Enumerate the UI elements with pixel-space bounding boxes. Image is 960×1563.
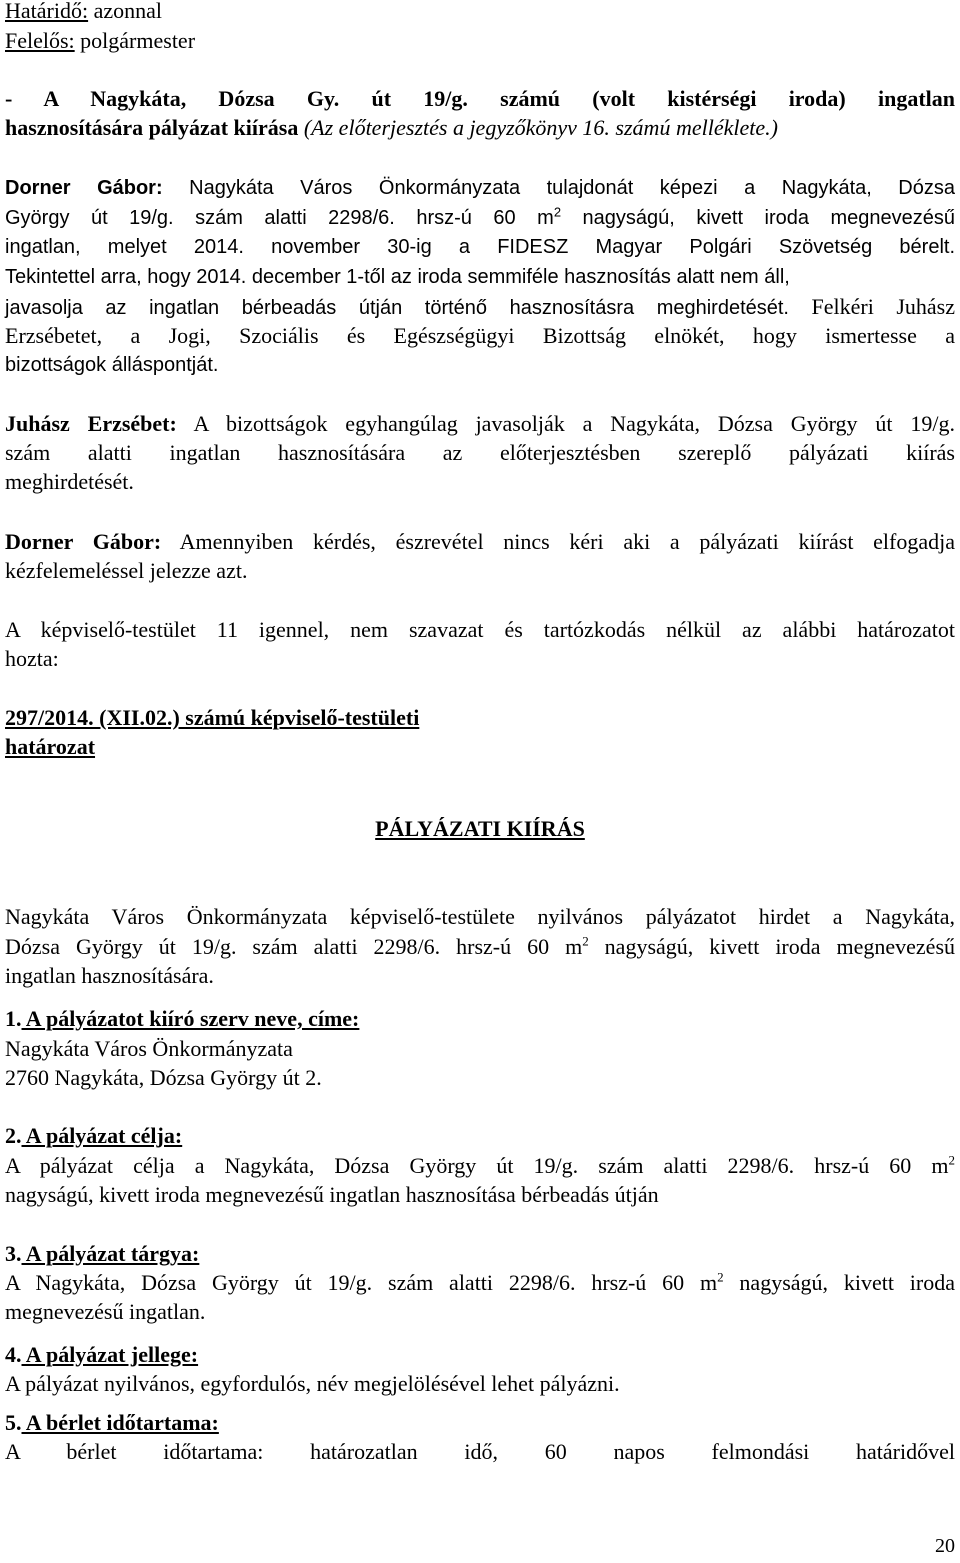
intro-line2: Dózsa György út 19/g. szám alatti 2298/6. hrsz-ú 60 $m^2$ nagyságú, kivett iroda megnevezésű [5, 933, 955, 959]
resolution-label: határozat [5, 734, 96, 759]
responsible-value: polgármester [74, 28, 196, 53]
section1-line1: Nagykáta Város Önkormányzata [5, 1036, 293, 1061]
intro-line3: ingatlan hasznosítására. [5, 963, 214, 988]
deadline-value: azonnal [88, 0, 162, 23]
speaker-dorner-2: Dorner Gábor: [5, 529, 162, 554]
para3-line2: kézfelemeléssel jelezze azt. [5, 558, 248, 583]
speaker-juhasz: Juhász Erzsébet: [5, 411, 177, 436]
speaker-dorner: Dorner Gábor: [5, 177, 163, 199]
para1-line6: Erzsébetet, a Jogi, Szociális és Egészségügyi Bizottság elnökét, hogy ismertesse a [5, 323, 955, 348]
intro-line1: Nagykáta Város Önkormányzata képviselő-testülete nyilvános pályázatot hirdet a Nagykáta, [5, 904, 955, 929]
section4-line1: A pályázat nyilvános, egyfordulós, név megjelölésével lehet pályázni. [5, 1371, 620, 1396]
agenda-title-line2 [5, 113, 955, 143]
para1-line7: bizottságok álláspontját. [5, 354, 219, 376]
para1-line4a: Tekintettel arra, hogy 2014. december 1-től az iroda semmiféle hasznosítás alatt nem áll, [5, 266, 790, 288]
para1-line2: György út 19/g. szám alatti 2298/6. hrsz-ú 60 $m^2$ nagyságú, kivett iroda megnevezésű [5, 204, 955, 229]
para2-line3: meghirdetését. [5, 469, 134, 494]
para2-line2: szám alatti ingatlan hasznosítására az előterjesztésben szereplő pályázati kiírás [5, 440, 955, 465]
section2-line2: nagyságú, kivett iroda megnevezésű ingatlan hasznosítása bérbeadás útján [5, 1182, 659, 1207]
section5-heading: 5. A bérlet időtartama: [5, 1410, 219, 1435]
section1-line2: 2760 Nagykáta, Dózsa György út 2. [5, 1065, 322, 1090]
para1-line5: javasolja az ingatlan bérbeadás útján történő hasznosításra meghirdetését. Felkéri Juhász [5, 294, 956, 319]
page-number: 20 [935, 1535, 955, 1557]
para2-line1: Juhász Erzsébet: A bizottságok egyhangúlag javasolják a Nagykáta, Dózsa György út 19/g. [5, 411, 955, 436]
section3-line2: megnevezésű ingatlan. [5, 1299, 206, 1324]
para1-line1: Dorner Gábor: Nagykáta Város Önkormányzata tulajdonát képezi a Nagykáta, Dózsa [5, 177, 955, 199]
agenda-title-line1: - A Nagykáta, Dózsa Gy. út 19/g. számú (volt kistérségi iroda) ingatlan [5, 86, 955, 111]
responsible-line [5, 26, 955, 56]
tender-title: PÁLYÁZATI KIÍRÁS [375, 816, 585, 841]
agenda-title-bold: hasznosítására pályázat kiírása [5, 115, 299, 140]
vote-line1: A képviselő-testület 11 igennel, nem szavazat és tartózkodás nélkül az alábbi határozatot [5, 617, 955, 642]
section5-line1: A bérlet időtartama: határozatlan idő, 60 napos felmondási határidővel [5, 1439, 955, 1464]
section2-line1: A pályázat célja a Nagykáta, Dózsa György út 19/g. szám alatti 2298/6. hrsz-ú 60 $m^2$ [5, 1152, 955, 1178]
responsible-label: Felelős: [5, 28, 75, 53]
agenda-title-note: (Az előterjesztés a jegyzőkönyv 16. számú melléklete.) [298, 115, 778, 140]
section4-heading: 4. A pályázat jellege: [5, 1342, 199, 1367]
para1-line3: ingatlan, melyet 2014. november 30-ig a FIDESZ Magyar Polgári Szövetség bérelt. [5, 236, 955, 258]
resolution-number: 297/2014. (XII.02.) számú képviselő-testületi [5, 705, 420, 730]
section1-heading: 1. A pályázatot kiíró szerv neve, címe: [5, 1006, 360, 1031]
vote-line2: hozta: [5, 646, 59, 671]
deadline-label: Határidő: [5, 0, 89, 23]
para3-line1: Dorner Gábor: Amennyiben kérdés, észrevétel nincs kéri aki a pályázati kiírást elfogadja [5, 529, 955, 554]
section3-heading: 3. A pályázat tárgya: [5, 1241, 200, 1266]
section3-line1: A Nagykáta, Dózsa György út 19/g. szám alatti 2298/6. hrsz-ú 60 $m^2$ nagyságú, kivett iroda [5, 1269, 956, 1295]
deadline-line [5, 0, 955, 26]
section2-heading: 2. A pályázat célja: [5, 1123, 183, 1148]
